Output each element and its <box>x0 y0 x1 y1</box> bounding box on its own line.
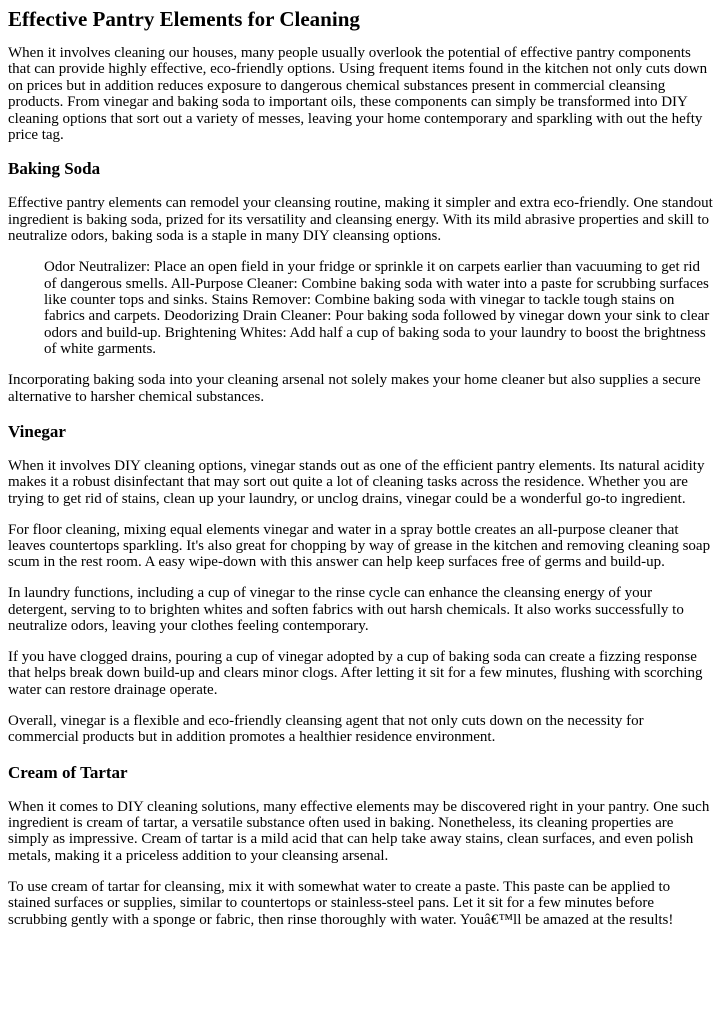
article <box>0 7 720 928</box>
vinegar-paragraph-1: When it involves DIY cleaning options, vinegar stands out as one of the efficient pantry elements. Its natural acidity makes it a robust disinfectant that may sort out quite a lot of cleaning tasks across the residence. Whether you are trying to get rid of stains, clean up your laundry, or unclog drains, vinegar could be a wonderful go-to ingredient. <box>8 457 705 507</box>
vinegar-paragraph-4: If you have clogged drains, pouring a cup of vinegar adopted by a cup of baking soda can create a fizzing response that helps break down build-up and clears minor clogs. After letting it sit for a few minutes, flushing with scorching water can restore drainage operate. <box>8 649 703 698</box>
cream-of-tartar-paragraph-2: To use cream of tartar for cleansing, mix it with somewhat water to create a paste. This paste can be applied to stained surfaces or supplies, similar to countertops or stainless-steel pans. Let it sit for a few minutes before scrubbing gently with a sponge or fabric, then rinse thoroughly with water. Youâ€™ll be amazed at the results! <box>8 878 674 928</box>
vinegar-paragraph-5: Overall, vinegar is a flexible and eco-friendly cleansing agent that not only cuts down on the necessity for commercial products but in addition promotes a healthier residence environment. <box>8 712 644 746</box>
section-heading-cream-of-tartar: Cream of Tartar <box>8 762 128 782</box>
baking-soda-tips-quote: Odor Neutralizer: Place an open field in your fridge or sprinkle it on carpets earlier than vacuuming to get rid of dangerous smells. All-Purpose Cleaner: Combine baking soda with water into a paste for scrubbing surfaces like counter tops and sinks. Stains Remover: Combine baking soda with vinegar to tackle tough stains on fabrics and carpets. Deodorizing Drain Cleaner: Pour baking soda followed by vinegar down your sink to clear odors and build-up. Brightening Whites: Add half a cup of baking soda to your laundry to boost the brightness of white garments. <box>44 259 710 358</box>
vinegar-paragraph-3: In laundry functions, including a cup of vinegar to the rinse cycle can enhance the cleansing energy of your detergent, serving to to brighten whites and soften fabrics with out harsh chemicals. It also works successfully to neutralize odors, leaving your clothes feeling contemporary. <box>8 585 684 635</box>
cream-of-tartar-paragraph-1: When it comes to DIY cleaning solutions, many effective elements may be discovered right in your pantry. One such ingredient is cream of tartar, a versatile substance often used in baking. Nonetheless, its cleaning properties are simply as impressive. Cream of tartar is a mild acid that can help take away stains, clean surfaces, and even polish metals, making it a priceless addition to your cleansing arsenal. <box>8 798 710 864</box>
vinegar-paragraph-2: For floor cleaning, mixing equal elements vinegar and water in a spray bottle creates an all-purpose cleaner that leaves countertops sparkling. It's also great for chopping by way of grease in the kitchen and removing cleaning soap scum in the rest room. A easy wipe-down with this answer can help keep surfaces free of germs and build-up. <box>8 521 711 571</box>
baking-soda-paragraph-2: Incorporating baking soda into your cleaning arsenal not solely makes your home cleaner but also supplies a secure alternative to harsher chemical substances. <box>8 372 701 405</box>
section-heading-vinegar: Vinegar <box>8 421 66 441</box>
page-title: Effective Pantry Elements for Cleaning <box>8 7 360 31</box>
intro-paragraph: When it involves cleaning our houses, many people usually overlook the potential of effective pantry components that can provide highly effective, eco-friendly options. Using frequent items found in the kitchen not only cuts down on prices but in addition reduces exposure to dangerous chemical substances present in commercial cleansing products. From vinegar and baking soda to important oils, these components can simply be transformed into DIY cleaning options that sort out a variety of messes, leaving your home contemporary and sparkling with out the hefty price tag. <box>8 45 708 144</box>
baking-soda-paragraph-1: Effective pantry elements can remodel your cleansing routine, making it simpler and extra eco-friendly. One standout ingredient is baking soda, prized for its versatility and cleansing energy. With its mild abrasive properties and skill to neutralize odors, baking soda is a staple in many DIY cleansing options. <box>8 195 713 245</box>
section-heading-baking-soda: Baking Soda <box>8 159 101 179</box>
